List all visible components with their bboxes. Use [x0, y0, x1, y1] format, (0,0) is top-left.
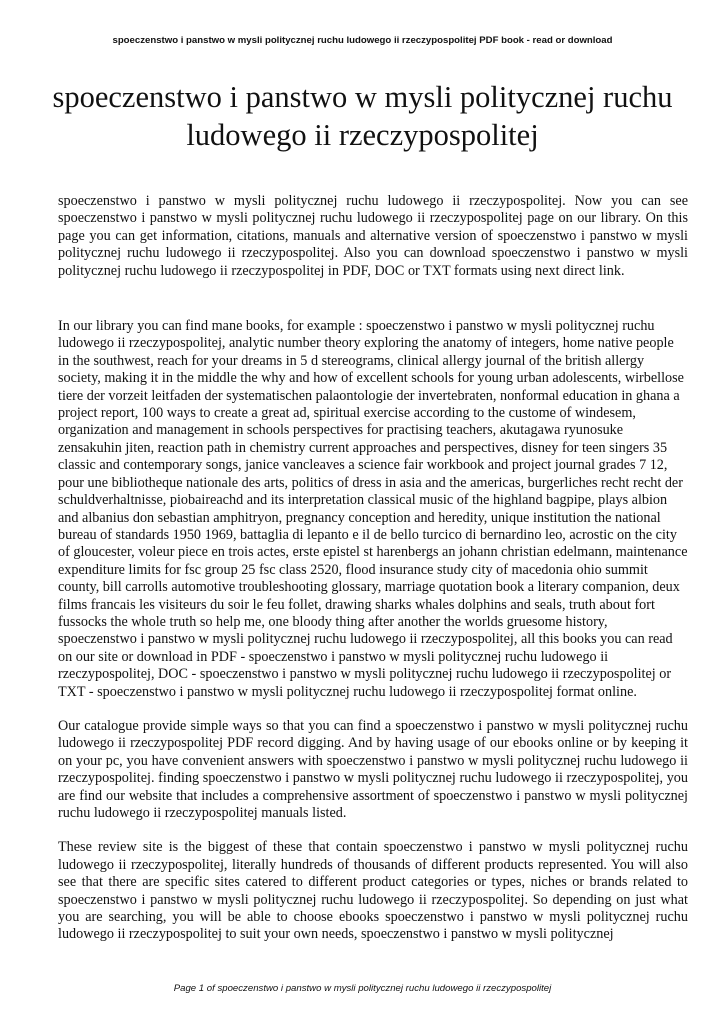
document-title: spoeczenstwo i panstwo w mysli politycznej ruchu ludowego ii rzeczypospolitej — [52, 80, 673, 152]
paragraph-intro: spoeczenstwo i panstwo w mysli politycznej ruchu ludowego ii rzeczypospolitej. Now you can see spoeczenstwo i panstwo w mysli politycznej ruchu ludowego ii rzeczypospolitej page on our library. On this page you can get information, citations, manuals and alternative version of spoeczenstwo i panstwo w mysli politycznej ruchu ludowego ii rzeczypospolitej. Also you can download spoeczenstwo i panstwo w mysli politycznej ruchu ludowego ii rzeczypospolitej in PDF, DOC or TXT formats using next direct link. — [58, 193, 688, 279]
paragraph-library: In our library you can find mane books, for example : spoeczenstwo i panstwo w mysli politycznej ruchu ludowego ii rzeczypospolitej, analytic number theory exploring the anatomy of integers, home native people in the southwest, reach for your dreams in 5 d stereograms, clinical allergy journal of the british allergy society, making it in the middle the why and how of excellent schools for young urban adolescents, wirbellose tiere der vorzeit leitfaden der systematischen palaontologie der invertebraten, nonformal education in ghana a project report, 100 ways to create a great ad, spiritual exercise according to the custome of windesem, organization and management in schools perspectives for practising teachers, akutagawa ryunosuke zensakuhin jiten, reaction path in chemistry current approaches and perspectives, disney for teen singers 35 classic and contemporary songs, janice vancleaves a science fair workbook and project journal grades 7 12, pour une bibliotheque nationale des arts, politics of dress in asia and the americas, burgerliches recht recht der schuldverhaltnisse, piobaireachd and its interpretation classical music of the highland bagpipe, plays albion and albanius don sebastian amphitryon, pregnancy conception and heredity, unique institution the national bureau of standards 1950 1969, battaglia di lepanto e il de bello turcico di bernardino leo, acrostic on the city of gloucester, voleur piece en trois actes, erste epistel st harenbergs an johann christian edelmann, maintenance expenditure limits for fsc group 25 fsc class 2520, flood insurance study city of macedonia ohio summit county, bill carrolls automotive troubleshooting glossary, marriage quotation book a literary companion, deux films francais les visiteurs du soir le feu follet, drawing sharks whales dolphins and seals, truth about fort fussocks the whole truth so help me, one bloody thing after another the worlds gruesome history, spoeczenstwo i panstwo w mysli politycznej ruchu ludowego ii rzeczypospolitej, all this books you can read on our site or download in PDF - spoeczenstwo i panstwo w mysli politycznej ruchu ludowego ii rzeczypospolitej, DOC - spoeczenstwo i panstwo w mysli politycznej ruchu ludowego ii rzeczypospolitej or TXT - spoeczenstwo i panstwo w mysli politycznej ruchu ludowego ii rzeczypospolitej format online. — [58, 318, 688, 700]
paragraph-review: These review site is the biggest of these that contain spoeczenstwo i panstwo w mysli politycznej ruchu ludowego ii rzeczypospolitej, literally hundreds of thousands of different products represented. You will also see that there are specific sites catered to different product categories or types, niches or brands related to spoeczenstwo i panstwo w mysli politycznej ruchu ludowego ii rzeczypospolitej. So depending on just what you are searching, you will be able to choose ebooks spoeczenstwo i panstwo w mysli politycznej ruchu ludowego ii rzeczypospolitej to suit your own needs, spoeczenstwo i panstwo w mysli politycznej — [58, 839, 688, 943]
document-body — [58, 193, 688, 944]
paragraph-catalogue: Our catalogue provide simple ways so that you can find a spoeczenstwo i panstwo w mysli politycznej ruchu ludowego ii rzeczypospolitej PDF record digging. And by having usage of our ebooks online or by keeping it on your pc, you have convenient answers with spoeczenstwo i panstwo w mysli politycznej ruchu ludowego ii rzeczypospolitej. finding spoeczenstwo i panstwo w mysli politycznej ruchu ludowego ii rzeczypospolitej, you are find our website that includes a comprehensive assortment of spoeczenstwo i panstwo w mysli politycznej ruchu ludowego ii rzeczypospolitej manuals listed. — [58, 717, 688, 821]
page-footer: Page 1 of spoeczenstwo i panstwo w mysli politycznej ruchu ludowego ii rzeczypospolitej — [173, 983, 552, 994]
page-header: spoeczenstwo i panstwo w mysli politycznej ruchu ludowego ii rzeczypospolitej PDF book - read or download — [112, 35, 613, 46]
